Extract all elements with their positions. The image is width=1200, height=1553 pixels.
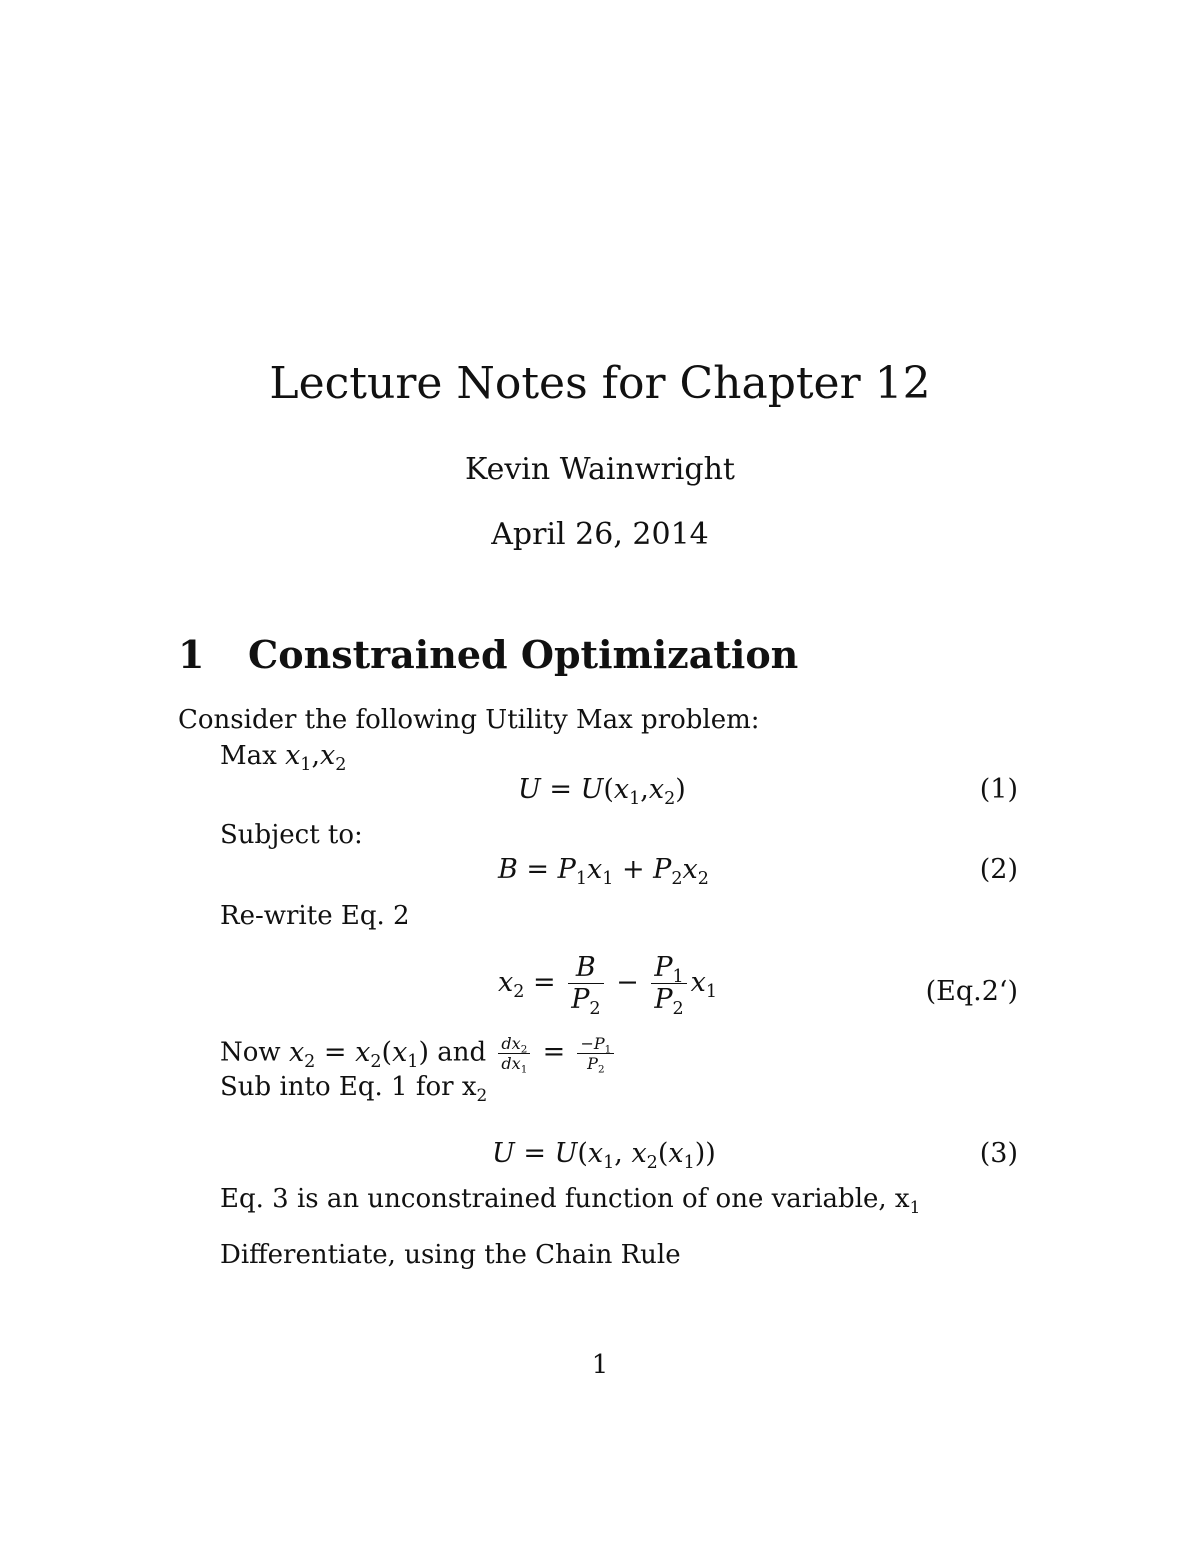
and-word: and bbox=[437, 1037, 487, 1068]
eq3-description: Eq. 3 is an unconstrained function of one variable, $x_1$ bbox=[220, 1184, 921, 1217]
document-date: April 26, 2014 bbox=[491, 517, 709, 552]
equation-2-prime: $x_2$ = $\frac{B}{P_2}$ − $\frac{P_1}{P_2}$ $x_1$ bbox=[498, 952, 718, 1020]
max-variables: $x_1,x_2$ bbox=[285, 740, 347, 776]
equation-2-number: (2) bbox=[979, 854, 1018, 885]
equation-3: $U = U(x_1$, $x_2(x_1)$) bbox=[492, 1138, 716, 1174]
rewrite-label: Re-write Eq. 2 bbox=[220, 901, 410, 931]
equation-3-number: (3) bbox=[979, 1138, 1018, 1169]
document-title: Lecture Notes for Chapter 12 bbox=[269, 358, 931, 409]
equation-2: $B = P_1x_1 + P_2x_2$ bbox=[498, 854, 709, 890]
page-number: 1 bbox=[591, 1350, 609, 1380]
differentiate-line: Differentiate, using the Chain Rule bbox=[220, 1240, 681, 1270]
equation-1-number: (1) bbox=[979, 774, 1018, 805]
subject-to-label: Subject to: bbox=[220, 820, 363, 850]
max-line bbox=[220, 740, 347, 776]
max-word: Max bbox=[220, 741, 277, 771]
x2-function-expression: $x_2 = x_2(x_1)$ bbox=[288, 1036, 429, 1072]
fraction-neg-p1-over-p2: $\frac{-P_1}{P_2}$ bbox=[577, 1034, 614, 1073]
now-word: Now bbox=[220, 1037, 281, 1068]
equation-1: $U = U(x_1,x_2)$ bbox=[518, 774, 686, 810]
section-title: Constrained Optimization bbox=[248, 632, 799, 677]
derivative-dx2-dx1: $\frac{dx_2}{dx_1}$ bbox=[498, 1034, 530, 1073]
fraction-p1-over-p2: $\frac{P_1}{P_2}$ bbox=[651, 952, 686, 1015]
sub-into-line: Sub into Eq. 1 for $x_2$ bbox=[220, 1072, 488, 1105]
intro-paragraph: Consider the following Utility Max problem: bbox=[178, 705, 760, 735]
section-number: 1 bbox=[178, 632, 205, 677]
now-line: Now $x_2 = x_2(x_1)$ and $\frac{dx_2}{dx_1}$ = $\frac{-P_1}{P_2}$ bbox=[220, 1034, 618, 1073]
equation-2-prime-number: (Eq.2‘) bbox=[925, 976, 1018, 1007]
fraction-b-over-p2: $\frac{B}{P_2}$ bbox=[568, 952, 603, 1015]
author-name: Kevin Wainwright bbox=[465, 452, 735, 487]
